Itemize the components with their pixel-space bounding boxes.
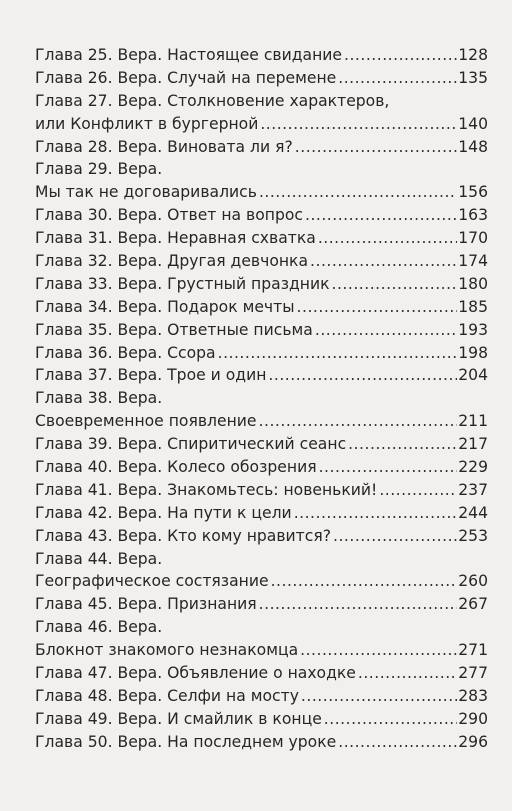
toc-entry-title: Глава 40. Вера. Колесо обозрения: [35, 458, 317, 477]
dot-leader: [259, 410, 458, 433]
toc-entry: [35, 570, 488, 593]
toc-entry: [35, 319, 488, 342]
toc-entry: [35, 410, 488, 433]
toc-entry-page-number: 180: [458, 274, 488, 293]
toc-entry-title: Глава 34. Вера. Подарок мечты: [35, 297, 295, 316]
toc-entry: [35, 387, 488, 410]
toc-entry-page-number: 128: [458, 46, 488, 64]
toc-entry: [35, 113, 488, 136]
toc-entry-title: Глава 30. Вера. Ответ на вопрос: [35, 206, 303, 225]
toc-entry-page-number: 211: [458, 412, 488, 431]
dot-leader: [338, 67, 457, 90]
dot-leader: [295, 136, 457, 159]
dot-leader: [301, 685, 457, 708]
toc-entry: [35, 479, 488, 502]
toc-entry: [35, 136, 488, 159]
toc-entry-title: Глава 48. Вера. Селфи на мосту: [35, 686, 299, 705]
dot-leader: [305, 204, 457, 227]
dot-leader: [310, 250, 457, 273]
toc-entry-title: Географическое состязание: [35, 572, 269, 591]
toc-entry-title: Глава 36. Вера. Ссора: [35, 343, 216, 362]
toc-entry: [35, 662, 488, 685]
toc-entry: [35, 708, 488, 731]
toc-entry: [35, 639, 488, 662]
toc-entry: [35, 456, 488, 479]
toc-entry-page-number: 140: [458, 114, 488, 133]
toc-entry-page-number: 148: [458, 137, 488, 156]
toc-entry-title: Глава 25. Вера. Настоящее свидание: [35, 46, 343, 64]
toc-entry-page-number: 237: [458, 480, 488, 499]
toc-entry-page-number: 174: [458, 252, 488, 271]
toc-entry: [35, 616, 488, 639]
dot-leader: [297, 296, 458, 319]
toc-entry-title: Глава 37. Вера. Трое и один: [35, 366, 267, 385]
toc-entry-page-number: 267: [458, 595, 488, 614]
toc-entry-title: Своевременное появление: [35, 412, 257, 431]
toc-entry: [35, 433, 488, 456]
toc-entry-title: Глава 50. Вера. На последнем уроке: [35, 732, 337, 751]
dot-leader: [348, 433, 457, 456]
toc-entry-page-number: 204: [458, 366, 488, 385]
dot-leader: [358, 662, 457, 685]
toc-entry-title: или Конфликт в бургерной: [35, 114, 259, 133]
toc-entry-title: Глава 38. Вера.: [35, 389, 163, 408]
toc-entry-title: Глава 41. Вера. Знакомьтесь: новенький!: [35, 480, 378, 499]
dot-leader: [379, 479, 457, 502]
toc-entry-title: Блокнот знакомого незнакомца: [35, 641, 299, 660]
dot-leader: [319, 456, 458, 479]
toc-entry-title: Глава 42. Вера. На пути к цели: [35, 503, 292, 522]
toc-entry-title: Глава 44. Вера.: [35, 549, 163, 568]
dot-leader: [333, 525, 457, 548]
toc-entry: [35, 364, 488, 387]
dot-leader: [294, 502, 458, 525]
toc-entry: [35, 548, 488, 571]
toc-entry-title: Глава 35. Вера. Ответные письма: [35, 320, 313, 339]
toc-entry: [35, 90, 488, 113]
toc-entry-title: Глава 45. Вера. Признания: [35, 595, 257, 614]
dot-leader: [318, 227, 457, 250]
dot-leader: [338, 731, 457, 754]
toc-entry-page-number: 290: [458, 709, 488, 728]
toc-entry-title: Глава 47. Вера. Объявление о находке: [35, 664, 356, 683]
toc-entry-page-number: 198: [458, 343, 488, 362]
toc-entry-page-number: 217: [458, 435, 488, 454]
toc-entry: [35, 44, 488, 67]
toc-entry: [35, 250, 488, 273]
dot-leader: [260, 113, 457, 136]
dot-leader: [324, 708, 457, 731]
toc-entry-page-number: 283: [458, 686, 488, 705]
toc-entry-title: Глава 46. Вера.: [35, 618, 163, 637]
toc-entry: [35, 685, 488, 708]
toc-entry-page-number: 296: [458, 732, 488, 751]
toc-entry-page-number: 260: [458, 572, 488, 591]
dot-leader: [218, 342, 458, 365]
toc-entry-page-number: 193: [458, 320, 488, 339]
toc-entry-title: Глава 28. Вера. Виновата ли я?: [35, 137, 293, 156]
toc-entry-title: Глава 49. Вера. И смайлик в конце: [35, 709, 322, 728]
toc-entry-title: Глава 32. Вера. Другая девчонка: [35, 252, 309, 271]
dot-leader: [300, 639, 457, 662]
toc-entry-page-number: 185: [458, 297, 488, 316]
toc-entry-page-number: 271: [458, 641, 488, 660]
toc-entry-page-number: 163: [458, 206, 488, 225]
table-of-contents: [35, 44, 488, 754]
dot-leader: [268, 364, 457, 387]
dot-leader: [332, 273, 458, 296]
toc-entry-title: Глава 33. Вера. Грустный праздник: [35, 274, 330, 293]
toc-entry: [35, 525, 488, 548]
toc-entry-title: Глава 27. Вера. Столкновение характеров,: [35, 91, 390, 110]
toc-entry-page-number: 277: [458, 664, 488, 683]
toc-entry-page-number: 253: [458, 526, 488, 545]
toc-entry-page-number: 229: [458, 458, 488, 477]
dot-leader: [259, 181, 457, 204]
toc-entry-title: Глава 29. Вера.: [35, 160, 163, 179]
toc-entry-title: Глава 31. Вера. Неравная схватка: [35, 229, 316, 248]
toc-entry: [35, 204, 488, 227]
dot-leader: [344, 44, 457, 67]
toc-entry: [35, 158, 488, 181]
toc-entry: [35, 67, 488, 90]
toc-entry: [35, 342, 488, 365]
toc-entry-title: Глава 43. Вера. Кто кому нравится?: [35, 526, 331, 545]
toc-entry-title: Глава 39. Вера. Спиритический сеанс: [35, 435, 347, 454]
dot-leader: [315, 319, 457, 342]
toc-entry: [35, 731, 488, 754]
toc-entry-page-number: 170: [458, 229, 488, 248]
toc-entry-title: Мы так не договаривались: [35, 183, 257, 202]
toc-entry: [35, 227, 488, 250]
dot-leader: [259, 593, 458, 616]
dot-leader: [271, 570, 458, 593]
toc-entry: [35, 502, 488, 525]
toc-entry: [35, 593, 488, 616]
toc-entry-title: Глава 26. Вера. Случай на перемене: [35, 68, 337, 87]
toc-entry-page-number: 135: [458, 68, 488, 87]
toc-entry: [35, 273, 488, 296]
toc-entry-page-number: 244: [458, 503, 488, 522]
toc-entry: [35, 181, 488, 204]
toc-entry-page-number: 156: [458, 183, 488, 202]
toc-entry: [35, 296, 488, 319]
